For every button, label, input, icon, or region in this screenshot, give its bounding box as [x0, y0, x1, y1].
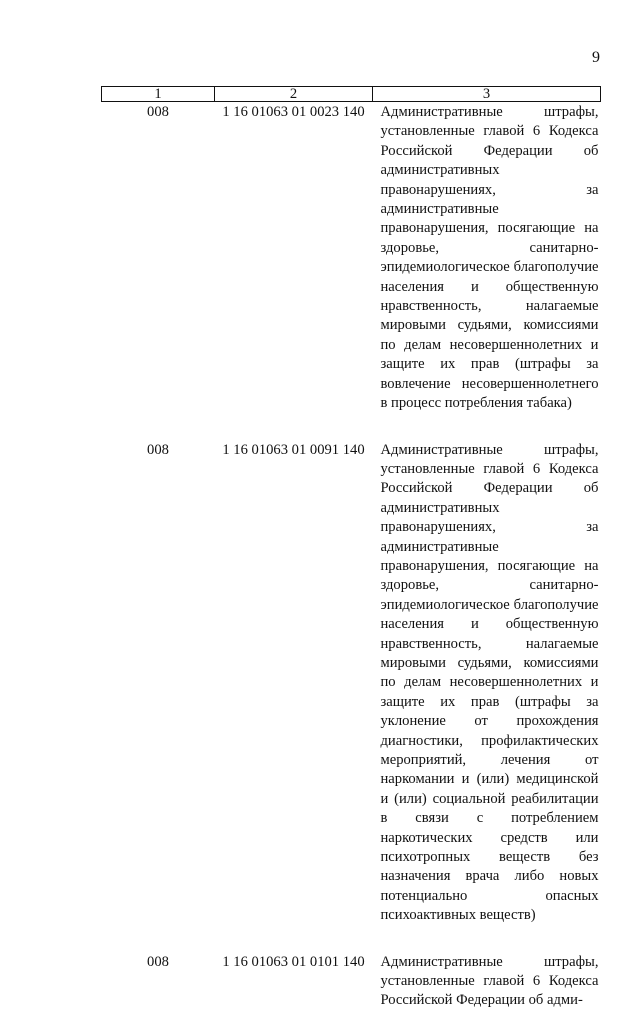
revenue-description: Административные штрафы, установленные главой 6 Кодекса Российской Федерации об административных правонарушениях, за административные правонарушения, посягающие на здоровье, санитарно-эпидемиологическое благополучие населения и общественную нравственность, налагаемые мировыми судьями, комиссиями по делам несовершеннолетних и защите их прав (штрафы за вовлечение несовершеннолетнего в процесс потребления табака) [380, 104, 599, 412]
admin-code: 008 [147, 953, 169, 970]
page-number: 9 [592, 49, 600, 66]
budget-code: 1 16 01063 01 0091 140 [222, 441, 365, 458]
admin-code: 008 [147, 104, 169, 120]
budget-code: 1 16 01063 01 0023 140 [222, 104, 365, 120]
table-row [102, 440, 601, 926]
column-header-1: 1 [102, 87, 215, 102]
row-spacer [102, 414, 601, 440]
budget-classification-table [101, 86, 601, 1011]
column-header-2: 2 [215, 87, 373, 102]
table-row [102, 952, 601, 1011]
admin-code: 008 [147, 441, 169, 458]
table-header-row [102, 87, 601, 102]
row-spacer [102, 926, 601, 952]
budget-code: 1 16 01063 01 0101 140 [222, 953, 365, 970]
column-header-3: 3 [373, 87, 601, 102]
revenue-description: Административные штрафы, установленные главой 6 Кодекса Российской Федерации об административных правонарушениях, за административные правонарушения, посягающие на здоровье, санитарно-эпидемиологическое благополучие населения и общественную нравственность, налагаемые мировыми судьями, комиссиями по делам несовершеннолетних и защите их прав (штрафы за уклонение от прохождения диагностики, профилактических мероприятий, лечения от наркомании и (или) медицинской и (или) социальной реабилитации в связи с потреблением наркотических средств или психотропных веществ без назначения врача либо новых потенциально опасных психоактивных веществ) [380, 441, 599, 924]
revenue-description: Административные штрафы, установленные главой 6 Кодекса Российской Федерации об адми- [380, 953, 599, 1009]
table-row [102, 102, 601, 414]
